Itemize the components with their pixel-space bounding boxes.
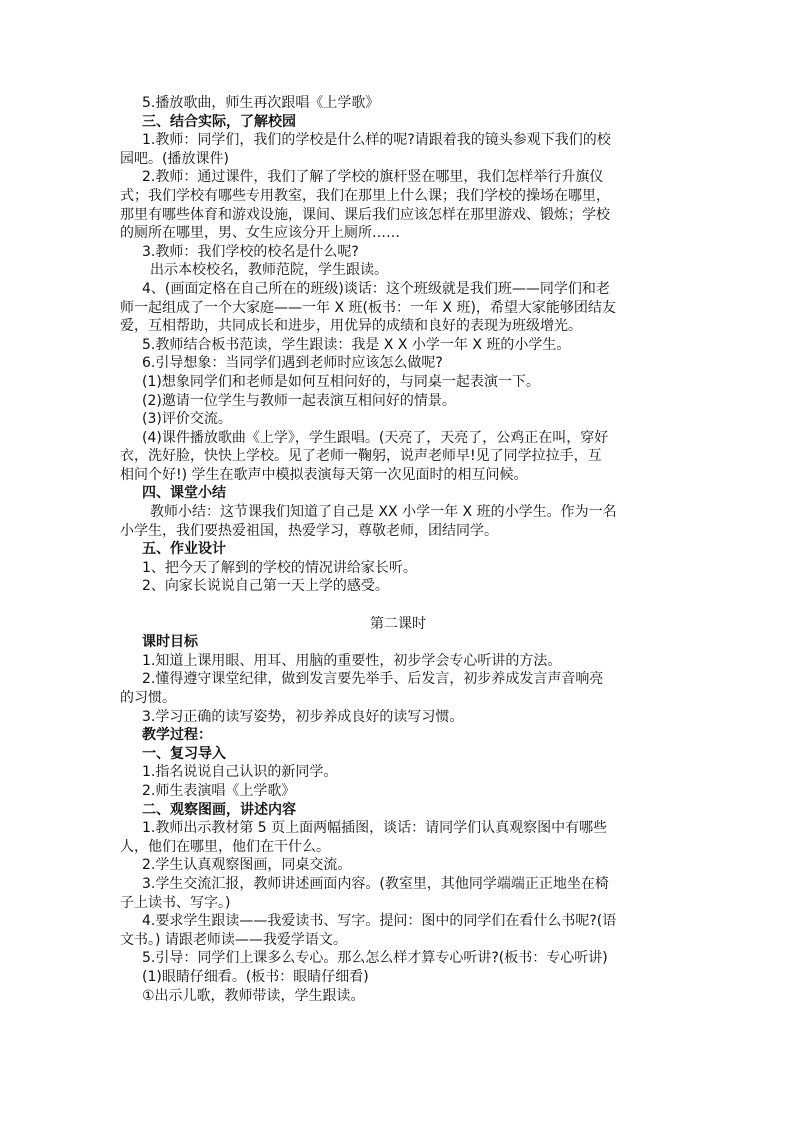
text-line: 5.教师结合板书范读，学生跟读：我是 X X 小学一年 X 班的小学生。 (142, 336, 571, 353)
text-line: 出示本校校名，教师范院，学生跟读。 (150, 262, 388, 279)
text-line: (3)评价交流。 (142, 411, 232, 428)
section-heading: 一、复习导入 (142, 745, 226, 762)
section-heading: 课时目标 (142, 634, 198, 651)
section-heading: 教学过程： (142, 727, 212, 744)
text-line: 5.播放歌曲，师生再次跟唱《上学歌》 (142, 95, 380, 111)
text-line: 2.师生表演唱《上学歌》 (142, 782, 296, 799)
text-line: 1.知道上课用眼、用耳、用脑的重要性，初步学会专心听讲的方法。 (142, 652, 562, 669)
text-line: 3.学习正确的读写姿势，初步养成良好的读写习惯。 (142, 708, 464, 725)
text-line: 园吧。(播放课件) (120, 150, 229, 167)
text-line: 2.学生认真观察图画，同桌交流。 (142, 857, 352, 874)
text-line: 3.学生交流汇报，教师讲述画面内容。(教室里，其他同学端端正正地坐在椅 (142, 875, 609, 892)
text-line: 5.引导：同学们上课多么专心。那么怎么样才算专心听讲?(板书：专心听讲) (142, 950, 608, 967)
text-line: 的习惯。 (120, 690, 176, 706)
text-line: (2)邀请一位学生与教师一起表演互相问好的情景。 (142, 392, 456, 409)
text-line: 1.教师：同学们，我们的学校是什么样的呢?请跟着我的镜头参观下我们的校 (142, 132, 611, 149)
section-heading: 二、观察图画，讲述内容 (142, 801, 296, 818)
text-line: 文书。) 请跟老师读——我爱学语文。 (120, 931, 347, 948)
text-line: 小学生，我们要热爱祖国，热爱学习，尊敬老师，团结同学。 (120, 522, 498, 539)
text-line: ①出示儿歌，教师带读，学生跟读。 (142, 987, 365, 1004)
text-line: (1)眼睛仔细看。(板书：眼睛仔细看) (142, 968, 369, 985)
text-line: 教师小结：这节课我们知道了自己是 XX 小学一年 X 班的小学生。作为一名 (150, 504, 617, 521)
section-heading: 三、结合实际，了解校园 (142, 113, 296, 130)
text-line: 衣，洗好脸，快快上学校。见了老师一鞠躬，说声老师早!见了同学拉拉手，互 (120, 448, 602, 465)
text-line: (4)课件播放歌曲《上学》，学生跟唱。(天亮了，天亮了，公鸡正在叫，穿好 (142, 429, 609, 446)
text-line: 爱，互相帮助，共同成长和进步，用优异的成绩和良好的表现为班级增光。 (120, 318, 582, 335)
document-page (120, 94, 676, 1005)
text-line: 师一起组成了一个大家庭——一年 X 班(板书：一年 X 班)，希望大家能够团结友 (120, 299, 616, 316)
text-line: 1.指名说说自己认识的新同学。 (142, 764, 338, 781)
text-line: 子上读书、写字。) (120, 894, 231, 911)
text-line: 那里有哪些体育和游戏设施，课间、课后我们应该怎样在那里游戏、锻炼；学校 (120, 206, 610, 223)
text-line: 2.教师：通过课件，我们了解了学校的旗杆竖在哪里，我们怎样举行升旗仪 (142, 169, 604, 186)
text-line: 4.要求学生跟读——我爱读书、写字。提问：图中的同学们在看什么书呢?(语 (142, 913, 617, 930)
text-line: 6.引导想象：当同学们遇到老师时应该怎么做呢? (142, 355, 443, 372)
text-line: 3.教师：我们学校的校名是什么呢? (142, 243, 359, 260)
text-line: 4、(画面定格在自己所在的班级)谈话：这个班级就是我们班——同学们和老 (142, 280, 610, 297)
text-line: (1)想象同学们和老师是如何互相问好的，与同桌一起表演一下。 (142, 373, 540, 390)
text-line: 第二课时 (370, 615, 426, 632)
text-line: 2.懂得遵守课堂纪律，做到发言要先举手、后发言，初步养成发言声音响亮 (142, 671, 604, 688)
section-heading: 四、课堂小结 (142, 485, 226, 502)
text-line: 相问个好!) 学生在歌声中模拟表演每天第一次见面时的相互问候。 (120, 466, 528, 483)
text-line: 1.教师出示教材第 5 页上面两幅插图，谈话：请同学们认真观察图中有哪些 (142, 820, 608, 837)
text-line: 2、向家长说说自己第一天上学的感受。 (142, 578, 389, 595)
section-heading: 五、作业设计 (142, 541, 226, 558)
text-line: 的厕所在哪里，男、女生应该分开上厕所…… (120, 225, 400, 242)
blank-line (120, 596, 676, 615)
text-line: 式；我们学校有哪些专用教室，我们在那里上什么课；我们学校的操场在哪里， (120, 187, 610, 204)
text-line: 人，他们在哪里，他们在干什么。 (120, 838, 330, 855)
text-line: 1、把今天了解到的学校的情况讲给家长听。 (142, 559, 417, 576)
